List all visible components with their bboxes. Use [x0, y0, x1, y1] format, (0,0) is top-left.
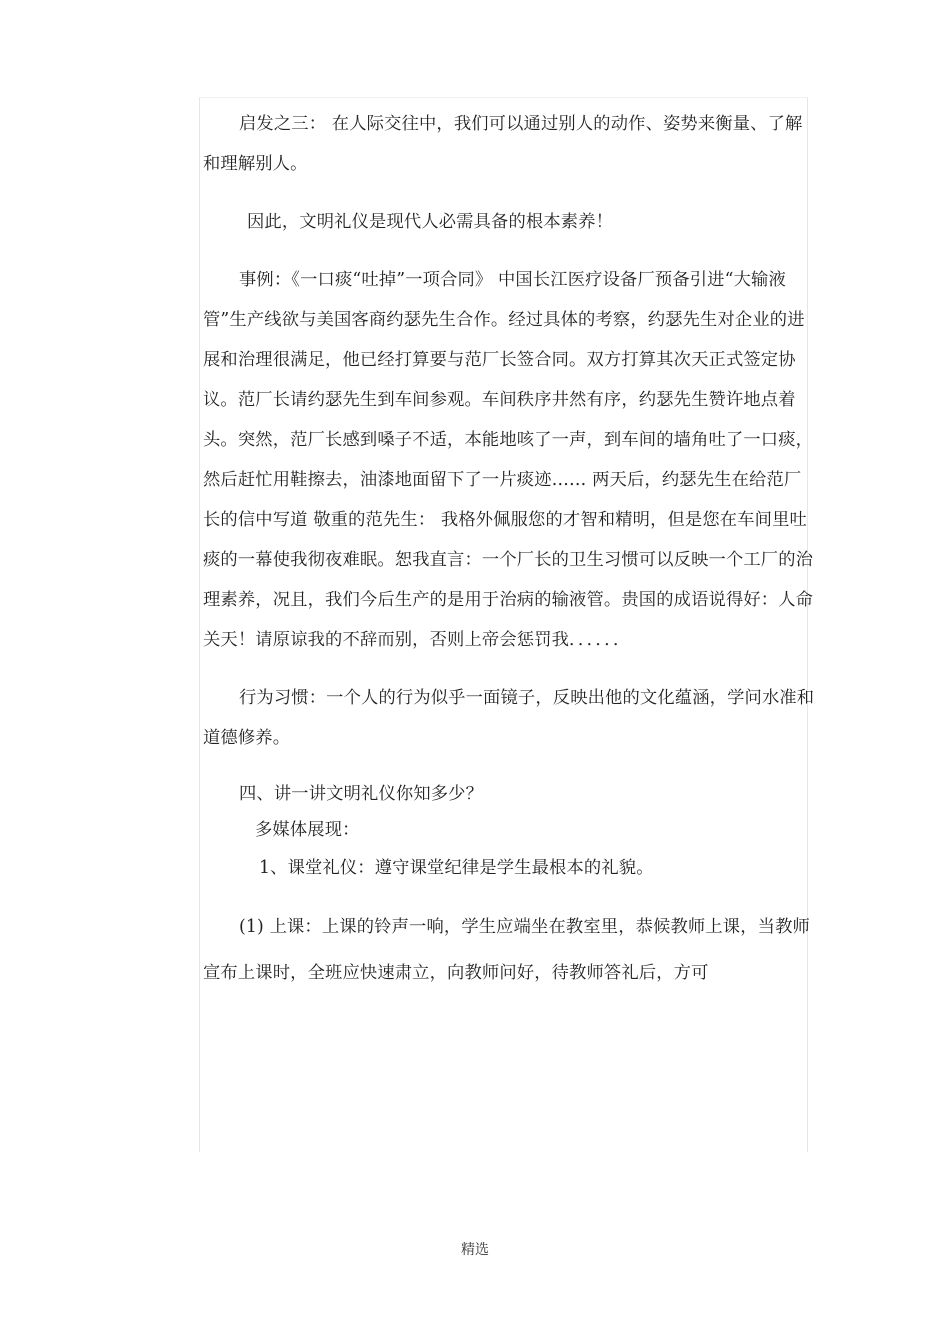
page-footer: 精选 — [461, 1242, 489, 1258]
class-start-paragraph: (1) 上课：上课的铃声一响，学生应端坐在教室里，恭候教师上课，当教师宣布上课时，全班应快速肃立，向教师问好，待教师答礼后，方可 — [203, 917, 810, 983]
example-paragraph: 事例：《一口痰“吐掉”一项合同》 中国长江医疗设备厂预备引进“大输液管”生产线欲与美国客商约瑟先生合作。经过具体的考察，约瑟先生对企业的进展和治理很满足，他已经打算要与范厂长签合同。双方打算其次天正式签定协议。范厂长请约瑟先生到车间参观。车间秩序井然有序，约瑟先生赞许地点着头。突然，范厂长感到嗓子不适，本能地咳了一声，到车间的墙角吐了一口痰，然后赶忙用鞋擦去，油漆地面留下了一片痰迹…… 两天后，约瑟先生在给范厂长的信中写道 敬重的范先生： 我格外佩服您的才智和精明，但是您在车间里吐痰的一幕使我彻夜难眠。恕我直言：一个厂长的卫生习惯可以反映一个工厂的治理素养，况且，我们今后生产的是用于治病的输液管。贵国的成语说得好：人命关天！请原谅我的不辞而别，否则上帝会惩罚我．．．．．． — [203, 270, 814, 650]
conclusion-paragraph: 因此，文明礼仪是现代人必需具备的根本素养！ — [247, 212, 614, 232]
document-body — [203, 104, 815, 996]
insight-three-paragraph: 启发之三： 在人际交往中，我们可以通过别人的动作、姿势来衡量、了解和理解别人。 — [203, 114, 803, 174]
multimedia-label: 多媒体展现： — [255, 820, 360, 840]
classroom-etiquette-item: 1、课堂礼仪：遵守课堂纪律是学生最根本的礼貌。 — [259, 858, 654, 878]
behavior-habit-paragraph: 行为习惯：一个人的行为似乎一面镜子，反映出他的文化蕴涵，学问水准和道德修养。 — [203, 688, 815, 748]
section-four-heading: 四、讲一讲文明礼仪你知多少？ — [239, 784, 484, 804]
